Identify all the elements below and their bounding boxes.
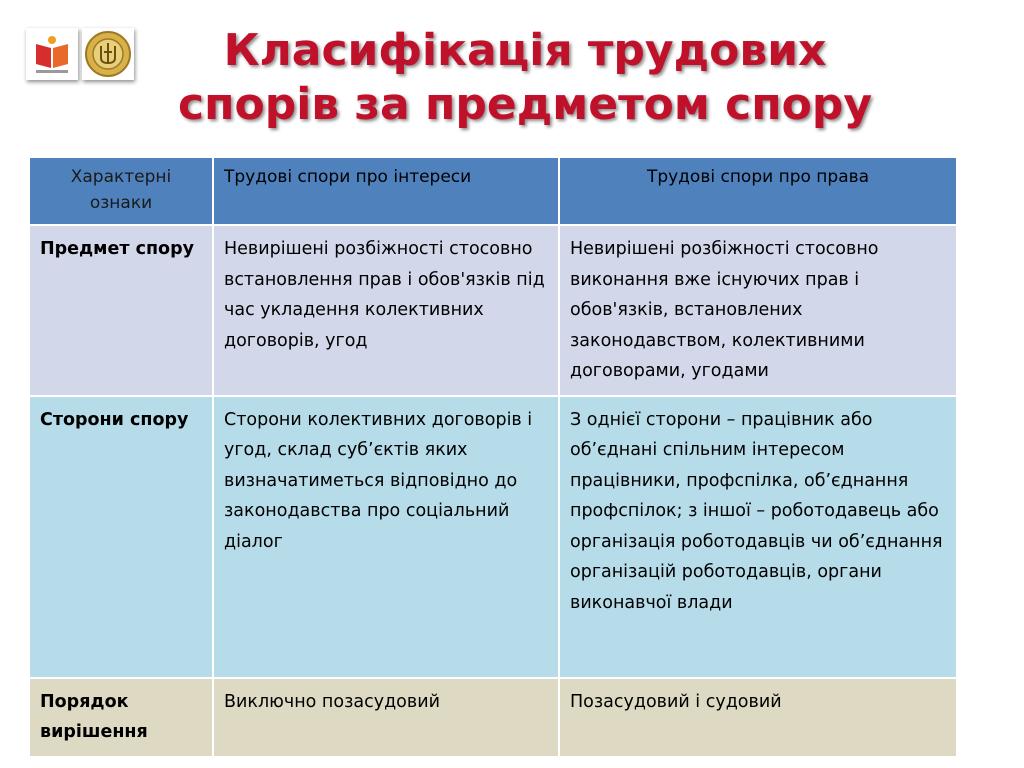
slide-title xyxy=(100,24,950,132)
row-label-subject: Предмет спору xyxy=(29,225,213,396)
cell-interest-subject: Невирішені розбіжності стосовно встановлення прав і обов'язків під час укладення колективних договорів, угод xyxy=(213,225,559,396)
cell-interest-resolution: Виключно позасудовий xyxy=(213,678,559,757)
book-logo-icon xyxy=(30,32,74,76)
table-header-row xyxy=(29,157,957,225)
cell-rights-parties: З однієї сторони – працівник або об’єднані спільним інтересом працівники, профспілка, об’єднання профспілок; з іншої – роботодавець або організація роботодавців чи об’єднання організацій роботодавців, органи виконавчої влади xyxy=(559,396,957,678)
row-label-resolution: Порядок вирішення xyxy=(29,678,213,757)
cell-rights-resolution: Позасудовий і судовий xyxy=(559,678,957,757)
cell-rights-subject: Невирішені розбіжності стосовно виконання вже існуючих прав і обов'язків, встановлених законодавством, колективними договорами, угодами xyxy=(559,225,957,396)
header-characteristics: Характерні ознаки xyxy=(29,157,213,225)
table-row xyxy=(29,225,957,396)
university-logo xyxy=(26,28,78,80)
header-interest-disputes: Трудові спори про інтереси xyxy=(213,157,559,225)
table-row xyxy=(29,396,957,678)
title-line-1: Класифікація трудових xyxy=(223,25,827,76)
classification-table xyxy=(28,156,958,758)
cell-interest-parties: Сторони колективних договорів і угод, склад суб’єктів яких визначатиметься відповідно до законодавства про соціальний діалог xyxy=(213,396,559,678)
header-rights-disputes: Трудові спори про права xyxy=(559,157,957,225)
table-row xyxy=(29,678,957,757)
row-label-parties: Сторони спору xyxy=(29,396,213,678)
title-line-2: спорів за предметом спору xyxy=(177,79,872,130)
